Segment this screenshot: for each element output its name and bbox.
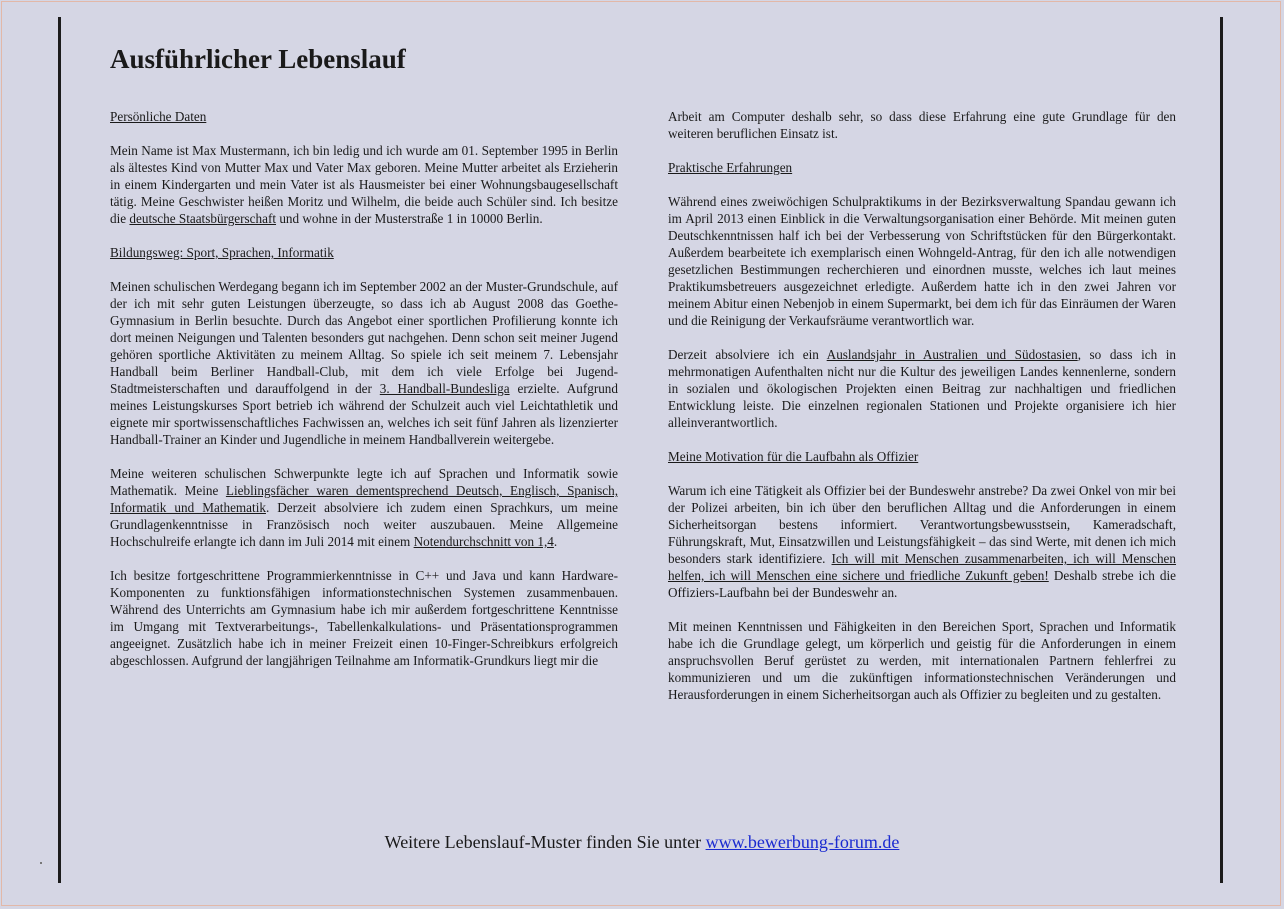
text-span: Mein Name ist Max Mustermann, ich bin ledig und ich wurde am 01. September 1995 in Berlin als ältestes Kind von Mutter Max und Vater Max geboren. Meine Mutter arbeitet als Erzieherin in einem Kindergarten und mein Vater ist als Hausmeister bei einer Wohnungsbaugesellschaft tätig. Meine Geschwister heißen Moritz und Wilhelm, die beide auch Schüler sind. Ich besitze die — [110, 143, 618, 226]
footer — [0, 832, 1284, 853]
underlined-text: Notendurchschnitt von 1,4 — [413, 534, 554, 549]
section-heading-motivation: Meine Motivation für die Laufbahn als Offizier — [668, 449, 919, 464]
underlined-text: deutsche Staatsbürgerschaft — [129, 211, 277, 226]
section-heading-personal: Persönliche Daten — [110, 109, 207, 124]
left-margin-rule — [58, 17, 61, 883]
text-span: . Derzeit absolviere ich zudem einen Sprachkurs, um meine Grundlagenkenntnisse in Französisch noch weiter auszubauen. Meine Allgemeine Hochschulreife erlangte ich dann im Juli 2014 mit einem — [110, 500, 618, 549]
paragraph-motivation-1 — [668, 482, 1176, 601]
underlined-text: Auslandsjahr in Australien und Südostasien — [826, 347, 1078, 362]
underlined-text: Lieblingsfächer waren dementsprechend Deutsch, Englisch, Spanisch, Informatik und Mathematik — [110, 483, 618, 515]
right-margin-rule — [1220, 17, 1223, 883]
footer-link[interactable]: www.bewerbung-forum.de — [705, 832, 900, 852]
text-span: Meine weiteren schulischen Schwerpunkte legte ich auf Sprachen und Informatik sowie Mathematik. Meine — [110, 466, 618, 498]
text-span: Warum ich eine Tätigkeit als Offizier bei der Bundeswehr anstrebe? Da zwei Onkel von mir bei der Polizei arbeiten, bin ich über den beruflichen Alltag und die Anforderungen in einem Sicherheitsorgan bestens informiert. Verantwortungsbewusstsein, Kameradschaft, Führungskraft, Mut, Einsatzwillen und Leistungsfähigkeit – das sind Werte, mit denen ich mich besonders stark identifiziere. — [668, 483, 1176, 566]
paragraph-experience-2 — [668, 346, 1176, 431]
document-title: Ausführlicher Lebenslauf — [110, 44, 406, 74]
paragraph-education-3: Ich besitze fortgeschrittene Programmierkenntnisse in C++ und Java und kann Hardware-Komponenten zu funktionsfähigen informationstechnischen Systemen zusammenbauen. Während des Unterrichts am Gymnasium habe ich mir außerdem fortgeschrittene Kenntnisse im Umgang mit Textverarbeitungs-, Tabellenkalkulations- und Präsentationsprogrammen angeeignet. Zusätzlich habe ich in meiner Freizeit einen 10-Finger-Schreibkurs erfolgreich abgeschlossen. Aufgrund der langjährigen Teilnahme am Informatik-Grundkurs liegt mir die — [110, 568, 618, 668]
text-span: . — [553, 534, 558, 549]
underlined-text: 3. Handball-Bundesliga — [379, 381, 510, 396]
text-span: , so dass ich in mehrmonatigen Aufenthalten nicht nur die Kultur des jeweiligen Landes kennenlerne, sondern in sozialen und ökologischen Projekten einen Beitrag zur nachhaltigen und friedlichen Entwicklung leiste. Die einzelnen regionalen Stationen und Projekte organisiere ich hier alleinverantwortlich. — [668, 347, 1176, 430]
page-mark — [40, 862, 42, 864]
text-span: Derzeit absolviere ich ein — [668, 347, 827, 362]
left-column — [110, 108, 618, 686]
text-span: Deshalb strebe ich die Offiziers-Laufbahn bei der Bundeswehr an. — [668, 568, 1176, 600]
paragraph-motivation-2: Mit meinen Kenntnissen und Fähigkeiten in den Bereichen Sport, Sprachen und Informatik habe ich die Grundlage gelegt, um körperlich und geistig für die Anforderungen in einem anspruchsvollen Beruf gerüstet zu werden, mit internationalen Partnern fehlerfrei zu kommunizieren und um die zukünftigen informationstechnischen Veränderungen und Herausforderungen in einem Sicherheitsorgan auch als Offizier zu begleiten und zu gestalten. — [668, 619, 1176, 702]
section-heading-experience: Praktische Erfahrungen — [668, 160, 793, 175]
paragraph-experience-1: Während eines zweiwöchigen Schulpraktikums in der Bezirksverwaltung Spandau gewann ich im April 2013 einen Einblick in die Verwaltungsorganisation einer Behörde. Mit meinen guten Deutschkenntnissen half ich bei der Verbesserung von Schriftstücken für den Bürgerkontakt. Außerdem bearbeitete ich exemplarisch einen Wohngeld-Antrag, für den ich alle notwendigen gesetzlichen Bestimmungen recherchieren und einordnen musste, welches ich laut meines Praktikumsbetreuers ausgezeichnet erledigte. Außerdem hatte ich in den zwei Jahren vor meinem Abitur einen Nebenjob in einem Supermarkt, bei dem ich für das Einräumen der Waren und die Reinigung der Verkaufsräume verantwortlich war. — [668, 194, 1176, 328]
text-span: und wohne in der Musterstraße 1 in 10000 Berlin. — [276, 211, 543, 226]
footer-text: Weitere Lebenslauf-Muster finden Sie unter — [384, 832, 706, 852]
underlined-text: Ich will mit Menschen zusammenarbeiten, ich will Menschen helfen, ich will Menschen eine sichere und friedliche Zukunft geben! — [668, 551, 1177, 583]
paragraph-personal — [110, 142, 618, 227]
right-column — [668, 108, 1176, 720]
paragraph-education-2 — [110, 465, 618, 550]
text-span: Meinen schulischen Werdegang begann ich im September 2002 an der Muster-Grundschule, auf der ich mit sehr guten Leistungen überzeugte, so dass ich ab August 2008 das Goethe-Gymnasium in Berlin besuchte. Durch das Angebot einer sportlichen Profilierung konnte ich dort meinen Neigungen und Talenten besonders gut nachgehen. Denn schon seit meiner Jugend gehören sportliche Aktivitäten zu meinem Alltag. So spiele ich seit meinem 7. Lebensjahr Handball beim Berliner Handball-Club, mit dem ich viele Erfolge bei Jugend-Stadtmeisterschaften und darauffolgend in der — [110, 279, 618, 396]
text-span: erzielte. Aufgrund meines Leistungskurses Sport betrieb ich während der Schulzeit auch viel Leichtathletik und eignete mir sportwissenschaftliches Fachwissen an, welches ich seit fünf Jahren als lizenzierter Handball-Trainer an Kinder und Jugendliche in meinem Handballverein weitergebe. — [110, 381, 618, 447]
paragraph-education-1 — [110, 278, 618, 448]
section-heading-education: Bildungsweg: Sport, Sprachen, Informatik — [110, 245, 334, 260]
paragraph-continuation: Arbeit am Computer deshalb sehr, so dass diese Erfahrung eine gute Grundlage für den weiteren beruflichen Einsatz ist. — [668, 109, 1176, 141]
